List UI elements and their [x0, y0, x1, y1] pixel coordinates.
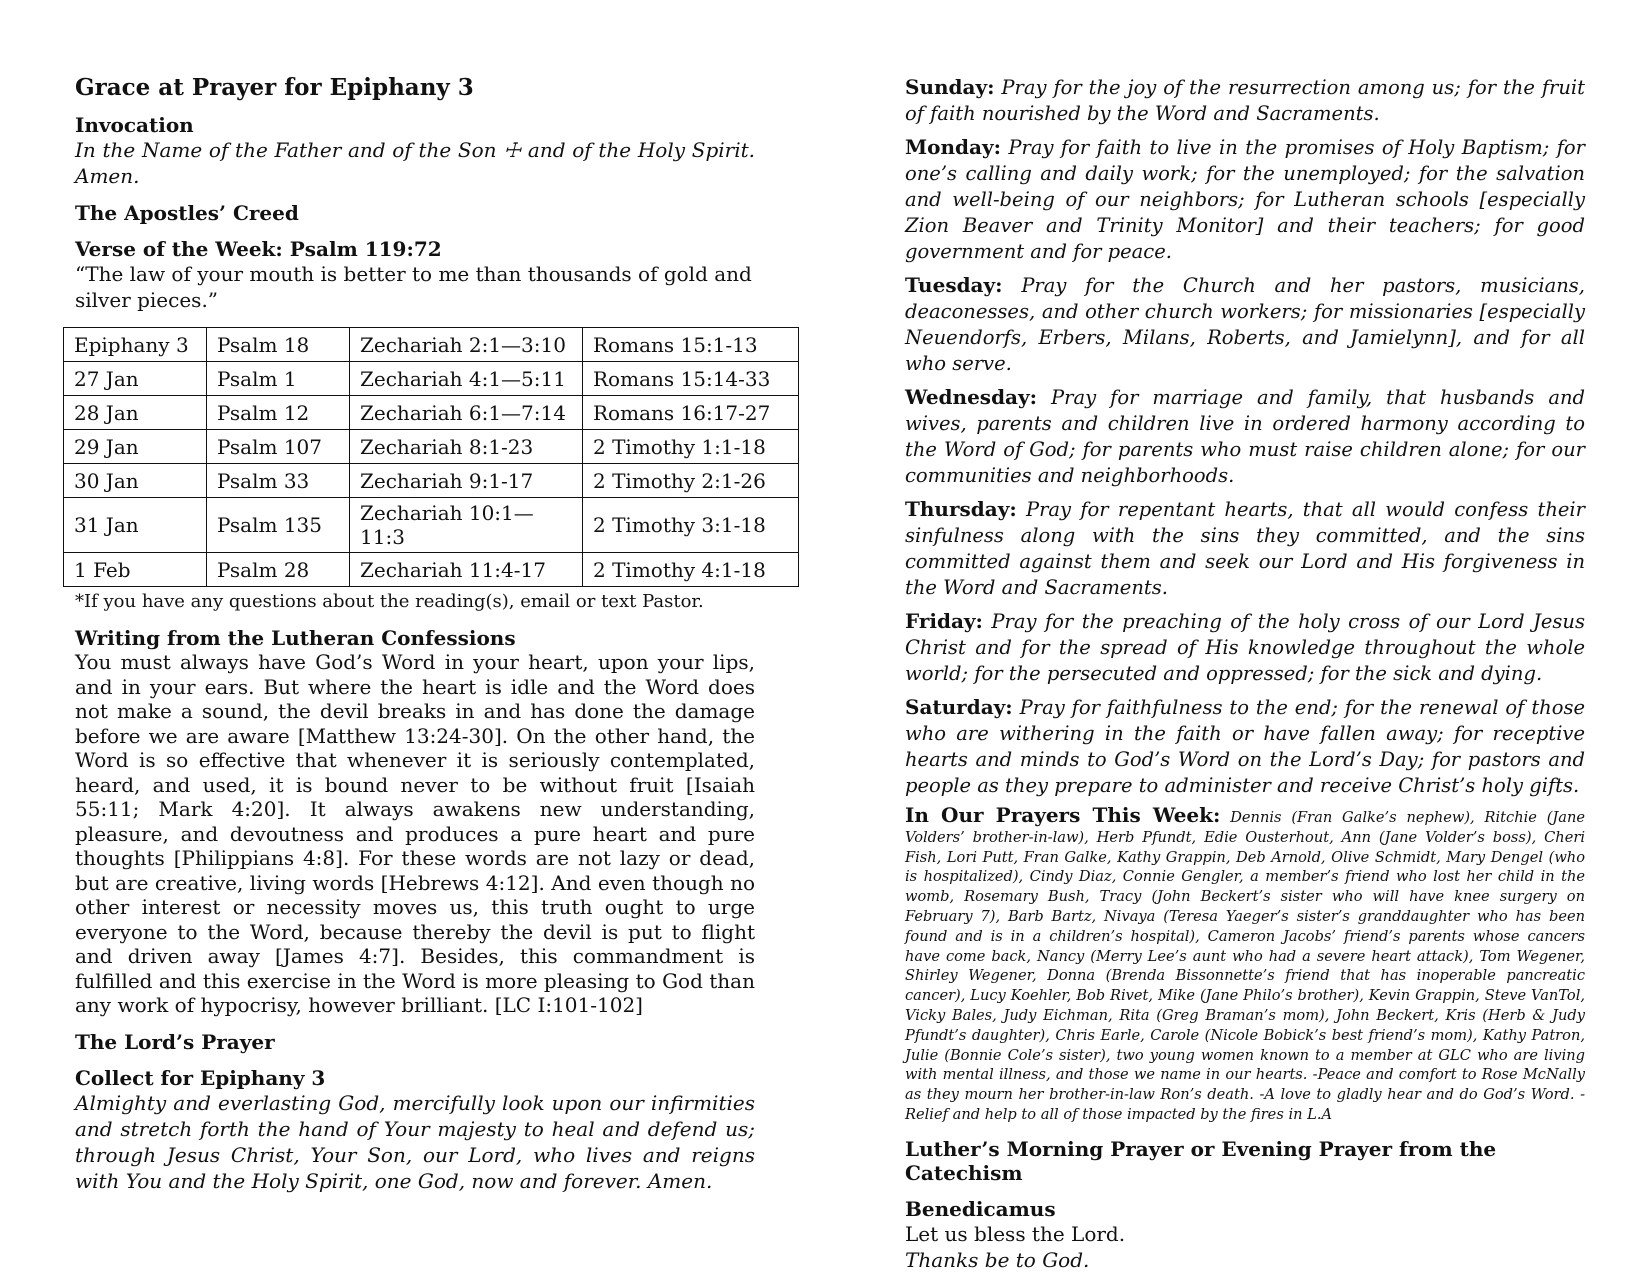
table-cell: Zechariah 4:1—5:11: [350, 362, 583, 396]
left-column: [74, 74, 771, 1194]
table-row: [64, 498, 799, 553]
daily-prayer-item: [905, 272, 1585, 377]
day-prayer-text: Pray for faithfulness to the end; for the renewal of those who are withering in the faith or have fallen away; for receptive hearts and minds to God’s Word on the Lord’s Day; for pastors and people as they prepare to administer and receive Christ’s holy gifts.: [905, 696, 1586, 797]
day-label: Tuesday:: [905, 273, 1003, 297]
table-cell: 2 Timothy 4:1-18: [583, 553, 799, 587]
daily-prayer-item: [905, 608, 1585, 687]
prayer-list-label: In Our Prayers This Week:: [905, 803, 1221, 827]
table-cell: Romans 15:1-13: [583, 328, 799, 362]
confessions-text: You must always have God’s Word in your heart, upon your lips, and in your ears. But where the heart is idle and the Word does not make a sound, the devil breaks in and has done the damage before we are aware [Matthew 13:24-30]. On the other hand, the Word is so effective that whenever it is seriously contemplated, heard, and used, it is bound never to be without fruit [Isaiah 55:11; Mark 4:20]. It always awakens new understanding, pleasure, and devoutness and produces a pure heart and pure thoughts [Philippians 4:8]. For these words are not lazy or dead, but are creative, living words [Hebrews 4:12]. And even though no other interest or necessity moves us, this truth ought to urge everyone to the Word, because thereby the devil is put to flight and driven away [James 4:7]. Besides, this commandment is fulfilled and this exercise in the Word is more pleasing to God than any work of hypocrisy, however brilliant. [LC I:101-102]: [75, 650, 755, 1017]
daily-prayer-item: [905, 496, 1585, 601]
luther-prayer-heading: Luther’s Morning Prayer or Evening Prayer from the Catechism: [905, 1136, 1497, 1185]
table-row: [64, 553, 799, 587]
daily-prayer-item: [905, 694, 1585, 799]
table-row: [64, 328, 799, 362]
table-cell: 28 Jan: [64, 396, 207, 430]
day-prayer-text: Pray for marriage and family, that husbands and wives, parents and children live in ordered harmony according to the Word of God; for parents who must raise children alone; for our communities and neighborhoods.: [905, 386, 1585, 487]
table-cell: 2 Timothy 3:1-18: [583, 498, 799, 553]
table-cell: Zechariah 6:1—7:14: [350, 396, 583, 430]
table-cell: Psalm 1: [207, 362, 350, 396]
table-row: [64, 464, 799, 498]
day-label: Thursday:: [905, 497, 1017, 521]
day-prayer-text: Pray for the Church and her pastors, musicians, deaconesses, and other church workers; for missionaries [especially Neuendorfs, Erbers, Milans, Roberts, and Jamielynn], and for all who serve.: [905, 274, 1585, 375]
table-cell: Psalm 18: [207, 328, 350, 362]
table-cell: Zechariah 9:1-17: [350, 464, 583, 498]
day-label: Wednesday:: [905, 385, 1038, 409]
table-cell: 31 Jan: [64, 498, 207, 553]
table-cell: 2 Timothy 2:1-26: [583, 464, 799, 498]
table-cell: Epiphany 3: [64, 328, 207, 362]
confessions-heading: Writing from the Lutheran Confessions: [75, 626, 516, 650]
table-cell: 2 Timothy 1:1-18: [583, 430, 799, 464]
invocation-text: In the Name of the Father and of the Son ☩ and of the Holy Spirit. Amen.: [75, 138, 755, 188]
table-cell: 30 Jan: [64, 464, 207, 498]
day-label: Friday:: [905, 609, 983, 633]
day-prayer-text: Pray for faith to live in the promises of Holy Baptism; for one’s calling and daily work; for the unemployed; for the salvation and well-being of our neighbors; for Lutheran schools [especially Zion Beaver and Trinity Monitor] and their teachers; for good government and for peace.: [905, 136, 1585, 263]
verse-text: “The law of your mouth is better to me than thousands of gold and silver pieces.”: [75, 262, 752, 312]
table-cell: Psalm 107: [207, 430, 350, 464]
right-column: [905, 74, 1585, 1273]
daily-prayer-item: [905, 74, 1585, 127]
table-cell: Psalm 135: [207, 498, 350, 553]
benedicamus-heading: Benedicamus: [905, 1196, 1056, 1221]
verse-heading: Verse of the Week: Psalm 119:72: [75, 237, 442, 261]
creed-heading: The Apostles’ Creed: [75, 201, 299, 225]
table-row: [64, 430, 799, 464]
prayer-list: [905, 803, 1585, 1125]
table-cell: 1 Feb: [64, 553, 207, 587]
table-cell: Romans 16:17-27: [583, 396, 799, 430]
table-cell: Zechariah 11:4-17: [350, 553, 583, 587]
day-prayer-text: Pray for the preaching of the holy cross of our Lord Jesus Christ and for the spread of His knowledge throughout the whole world; for the persecuted and oppressed; for the sick and dying.: [905, 610, 1585, 685]
daily-prayers: [905, 74, 1585, 799]
readings-table: [63, 327, 799, 587]
table-row: [64, 362, 799, 396]
benedicamus-line-1: Let us bless the Lord.: [905, 1221, 1126, 1246]
collect-heading: Collect for Epiphany 3: [75, 1065, 326, 1090]
benedicamus-line-2: Thanks be to God.: [905, 1247, 1090, 1272]
day-label: Monday:: [905, 135, 1001, 159]
prayer-list-text: Dennis (Fran Galke’s nephew), Ritchie (Jane Volders’ brother-in-law), Herb Pfundt, Edie Ousterhout, Ann (Jane Volder’s boss), Cheri Fish, Lori Putt, Fran Galke, Kathy Grappin, Deb Arnold, Olive Schmidt, Mary Dengel (who is hospitalized), Cindy Diaz, Connie Gengler, a member’s friend who lost her child in the womb, Rosemary Bush, Tracy (John Beckert’s sister who will have knee surgery on February 7), Barb Bartz, Nivaya (Teresa Yaeger’s sister’s granddaughter who has been found and is in a children’s hospital), Cameron Jacobs’ friend’s parents whose cancers have come back, Nancy (Merry Lee’s aunt who had a severe heart attack), Tom Wegener, Shirley Wegener, Donna (Brenda Bissonnette’s friend that has inoperable pancreatic cancer), Lucy Koehler, Bob Rivet, Mike (Jane Philo’s brother), Kevin Grappin, Steve VanTol, Vicky Bales, Judy Eichman, Rita (Greg Braman’s mom), John Beckert, Kris (Herb & Judy Pfundt’s daughter), Chris Earle, Carole (Nicole Bobick’s best friend’s mom), Kathy Patron, Julie (Bonnie Cole’s sister), two young women known to a member at GLC who are living with mental illness, and those we name in our hearts. -Peace and comfort to Rose McNally as they mourn her brother-in-law Ron’s death. -A love to gladly hear and do God’s Word. -Relief and help to all of those impacted by the fires in L.A: [905, 809, 1585, 1123]
daily-prayer-item: [905, 384, 1585, 489]
table-cell: Zechariah 8:1-23: [350, 430, 583, 464]
table-cell: 29 Jan: [64, 430, 207, 464]
table-cell: 27 Jan: [64, 362, 207, 396]
daily-prayer-item: [905, 134, 1585, 265]
day-label: Saturday:: [905, 695, 1013, 719]
day-label: Sunday:: [905, 75, 995, 99]
table-cell: Zechariah 2:1—3:10: [350, 328, 583, 362]
invocation-heading: Invocation: [75, 113, 194, 137]
collect-text: Almighty and everlasting God, mercifully look upon our infirmities and stretch forth the hand of Your majesty to heal and defend us; through Jesus Christ, Your Son, our Lord, who lives and reigns with You and the Holy Spirit, one God, now and forever. Amen.: [75, 1090, 755, 1193]
table-cell: Psalm 12: [207, 396, 350, 430]
day-prayer-text: Pray for repentant hearts, that all would confess their sinfulness along with the sins they committed, and the sins committed against them and seek our Lord and His forgiveness in the Word and Sacraments.: [905, 498, 1585, 599]
readings-note: *If you have any questions about the reading(s), email or text Pastor.: [75, 591, 704, 612]
table-row: [64, 396, 799, 430]
lords-prayer-heading: The Lord’s Prayer: [75, 1029, 275, 1054]
table-cell: Psalm 33: [207, 464, 350, 498]
page-title: Grace at Prayer for Epiphany 3: [75, 74, 474, 101]
day-prayer-text: Pray for the joy of the resurrection among us; for the fruit of faith nourished by the Word and Sacraments.: [905, 76, 1585, 125]
table-cell: Zechariah 10:1—11:3: [350, 498, 583, 553]
table-cell: Romans 15:14-33: [583, 362, 799, 396]
table-cell: Psalm 28: [207, 553, 350, 587]
